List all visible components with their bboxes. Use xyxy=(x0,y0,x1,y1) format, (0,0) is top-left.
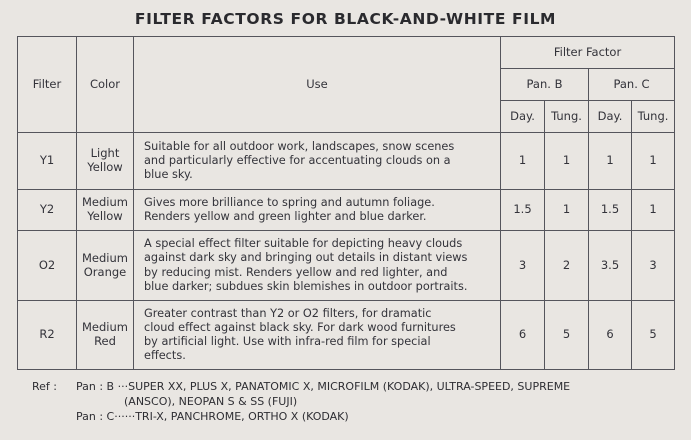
pan-c-day-cell: 3.5 xyxy=(589,231,632,301)
header-pan-c: Pan. C xyxy=(589,69,675,101)
pan-b-tung-cell: 2 xyxy=(545,231,589,301)
pan-c-day-cell: 1 xyxy=(589,133,632,190)
pan-c-day-cell: 6 xyxy=(589,301,632,370)
table-row xyxy=(18,231,675,301)
filter-cell: R2 xyxy=(18,301,77,370)
header-pan-b-tung: Tung. xyxy=(545,101,589,133)
color-cell: Medium Orange xyxy=(77,231,134,301)
pan-c-tung-cell: 1 xyxy=(632,133,675,190)
filter-factors-table xyxy=(17,36,675,370)
pan-b-day-cell: 1 xyxy=(501,133,545,190)
header-pan-b: Pan. B xyxy=(501,69,589,101)
header-pan-c-tung: Tung. xyxy=(632,101,675,133)
header-pan-c-day: Day. xyxy=(589,101,632,133)
pan-b-day-cell: 1.5 xyxy=(501,190,545,231)
table-row xyxy=(18,133,675,190)
pan-b-day-cell: 6 xyxy=(501,301,545,370)
pan-c-tung-cell: 1 xyxy=(632,190,675,231)
pan-b-tung-cell: 1 xyxy=(545,133,589,190)
color-cell: Medium Red xyxy=(77,301,134,370)
reference-label: Ref : xyxy=(32,380,57,393)
header-color: Color xyxy=(77,37,134,133)
reference-line-pan-b-cont: (ANSCO), NEOPAN S & SS (FUJI) xyxy=(124,395,298,408)
pan-c-tung-cell: 5 xyxy=(632,301,675,370)
filter-cell: O2 xyxy=(18,231,77,301)
use-cell: Suitable for all outdoor work, landscapes, snow scenes and particularly effective for accentuating clouds on a blue sky. xyxy=(134,133,501,190)
header-use: Use xyxy=(134,37,501,133)
page-title: FILTER FACTORS FOR BLACK-AND-WHITE FILM xyxy=(134,10,557,28)
reference-line-pan-c: Pan : C······TRI-X, PANCHROME, ORTHO X (KODAK) xyxy=(76,410,349,423)
table-row xyxy=(18,301,675,370)
pan-b-tung-cell: 1 xyxy=(545,190,589,231)
header-pan-b-day: Day. xyxy=(501,101,545,133)
header-filter: Filter xyxy=(18,37,77,133)
color-cell: Light Yellow xyxy=(77,133,134,190)
filter-cell: Y1 xyxy=(18,133,77,190)
reference-notes xyxy=(32,379,570,424)
pan-c-day-cell: 1.5 xyxy=(589,190,632,231)
pan-c-tung-cell: 3 xyxy=(632,231,675,301)
color-cell: Medium Yellow xyxy=(77,190,134,231)
header-filter-factor: Filter Factor xyxy=(501,37,675,69)
use-cell: A special effect filter suitable for depicting heavy clouds against dark sky and bringing out details in distant views by reducing mist. Renders yellow and red lighter, and blue darker; subdues skin blemishes in outdoor portraits. xyxy=(134,231,501,301)
use-cell: Gives more brilliance to spring and autumn foliage. Renders yellow and green lighter and blue darker. xyxy=(134,190,501,231)
pan-b-day-cell: 3 xyxy=(501,231,545,301)
reference-line-pan-b: Ref : Pan : B ···SUPER XX, PLUS X, PANATOMIC X, MICROFILM (KODAK), ULTRA-SPEED, SUPREME xyxy=(32,380,571,393)
table-row xyxy=(18,190,675,231)
pan-b-tung-cell: 5 xyxy=(545,301,589,370)
use-cell: Greater contrast than Y2 or O2 filters, for dramatic cloud effect against black sky. For dark wood furnitures by artificial light. Use with infra-red film for special effects. xyxy=(134,301,501,370)
filter-cell: Y2 xyxy=(18,190,77,231)
